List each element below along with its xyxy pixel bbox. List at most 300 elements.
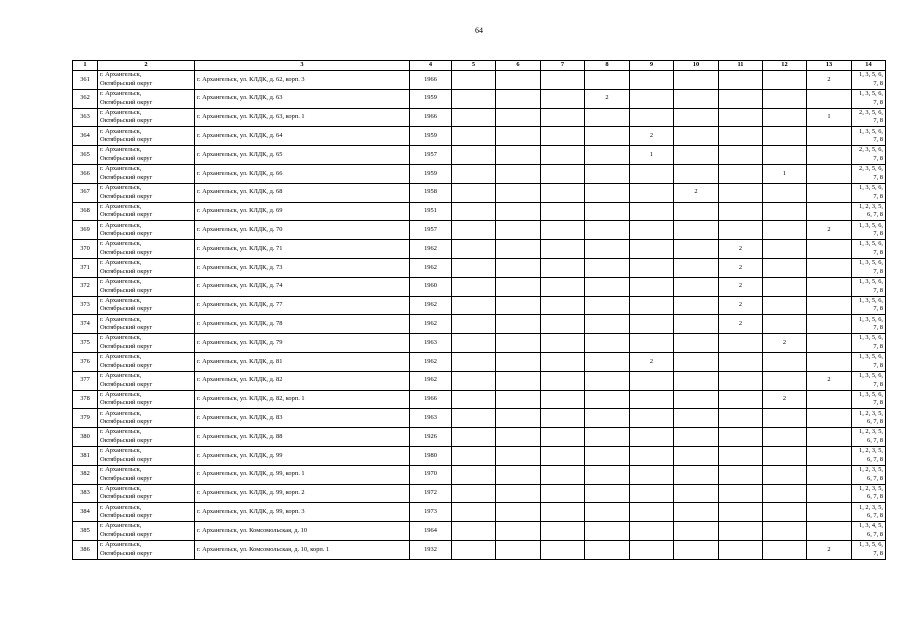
col-12-cell: 2 bbox=[763, 334, 807, 353]
col-6-cell bbox=[496, 390, 541, 409]
col-7-cell bbox=[541, 202, 585, 221]
district-line: г. Архангельск, bbox=[100, 184, 142, 192]
district-cell bbox=[98, 258, 195, 277]
col-9-cell bbox=[630, 465, 674, 484]
row-number: 378 bbox=[73, 390, 98, 409]
col-11-cell: 2 bbox=[719, 315, 763, 334]
col-5-cell bbox=[452, 202, 496, 221]
table-row bbox=[73, 409, 886, 428]
col-5-cell bbox=[452, 334, 496, 353]
row-number: 381 bbox=[73, 446, 98, 465]
col-11-cell: 2 bbox=[719, 277, 763, 296]
col-8-cell bbox=[585, 164, 630, 183]
district-line: Октябрьский округ bbox=[100, 117, 153, 125]
district-cell bbox=[98, 202, 195, 221]
col-13-cell bbox=[807, 409, 852, 428]
col-13-cell bbox=[807, 258, 852, 277]
district-line: Октябрьский округ bbox=[100, 455, 153, 463]
col-8-cell bbox=[585, 334, 630, 353]
table-row bbox=[73, 315, 886, 334]
col-6-cell bbox=[496, 352, 541, 371]
col-6-cell bbox=[496, 428, 541, 447]
col-9-cell bbox=[630, 277, 674, 296]
col-9-cell bbox=[630, 334, 674, 353]
col-5-cell bbox=[452, 277, 496, 296]
col-5-cell bbox=[452, 89, 496, 108]
col-12-cell bbox=[763, 240, 807, 259]
page-number: 64 bbox=[475, 26, 483, 35]
table-row bbox=[73, 89, 886, 108]
address-cell: г. Архангельск, ул. КЛДК, д. 64 bbox=[195, 127, 410, 146]
district-line: Октябрьский округ bbox=[100, 79, 153, 87]
col-5-cell bbox=[452, 465, 496, 484]
address-cell: г. Архангельск, ул. КЛДК, д. 78 bbox=[195, 315, 410, 334]
district-cell bbox=[98, 240, 195, 259]
year-cell: 1957 bbox=[410, 221, 452, 240]
col-6-cell bbox=[496, 409, 541, 428]
col-9-cell bbox=[630, 240, 674, 259]
year-cell: 1966 bbox=[410, 390, 452, 409]
district-line: Октябрьский округ bbox=[100, 493, 153, 501]
address-cell: г. Архангельск, ул. КЛДК, д. 65 bbox=[195, 146, 410, 165]
notes-cell: 1, 3, 5, 6, 7, 8 bbox=[852, 71, 886, 90]
col-9-cell bbox=[630, 164, 674, 183]
district-line: г. Архангельск, bbox=[100, 390, 142, 398]
column-header-14: 14 bbox=[852, 61, 886, 71]
year-cell: 1973 bbox=[410, 503, 452, 522]
year-cell: 1966 bbox=[410, 108, 452, 127]
row-number: 377 bbox=[73, 371, 98, 390]
year-cell: 1932 bbox=[410, 540, 452, 559]
col-11-cell bbox=[719, 390, 763, 409]
col-13-cell bbox=[807, 202, 852, 221]
notes-cell: 1, 3, 5, 6, 7, 8 bbox=[852, 540, 886, 559]
col-10-cell bbox=[674, 240, 719, 259]
notes-cell: 1, 3, 5, 6, 7, 8 bbox=[852, 315, 886, 334]
col-7-cell bbox=[541, 390, 585, 409]
col-9-cell bbox=[630, 108, 674, 127]
year-cell: 1959 bbox=[410, 127, 452, 146]
col-6-cell bbox=[496, 277, 541, 296]
column-header-8: 8 bbox=[585, 61, 630, 71]
col-5-cell bbox=[452, 352, 496, 371]
table-row bbox=[73, 465, 886, 484]
col-7-cell bbox=[541, 522, 585, 541]
district-line: г. Архангельск, bbox=[100, 447, 142, 455]
col-8-cell bbox=[585, 371, 630, 390]
col-9-cell bbox=[630, 202, 674, 221]
col-7-cell bbox=[541, 465, 585, 484]
col-12-cell bbox=[763, 465, 807, 484]
year-cell: 1963 bbox=[410, 409, 452, 428]
district-line: г. Архангельск, bbox=[100, 372, 142, 380]
col-6-cell bbox=[496, 202, 541, 221]
col-6-cell bbox=[496, 503, 541, 522]
col-5-cell bbox=[452, 127, 496, 146]
notes-cell: 1, 3, 5, 6, 7, 8 bbox=[852, 371, 886, 390]
address-cell: г. Архангельск, ул. КЛДК, д. 68 bbox=[195, 183, 410, 202]
col-8-cell bbox=[585, 127, 630, 146]
col-8-cell bbox=[585, 446, 630, 465]
district-line: Октябрьский округ bbox=[100, 211, 153, 219]
table-row bbox=[73, 296, 886, 315]
year-cell: 1962 bbox=[410, 352, 452, 371]
col-7-cell bbox=[541, 296, 585, 315]
table-row bbox=[73, 484, 886, 503]
col-7-cell bbox=[541, 503, 585, 522]
col-9-cell bbox=[630, 446, 674, 465]
col-13-cell bbox=[807, 164, 852, 183]
col-5-cell bbox=[452, 146, 496, 165]
row-number: 367 bbox=[73, 183, 98, 202]
col-10-cell bbox=[674, 522, 719, 541]
col-12-cell bbox=[763, 409, 807, 428]
col-7-cell bbox=[541, 540, 585, 559]
col-12-cell bbox=[763, 540, 807, 559]
row-number: 365 bbox=[73, 146, 98, 165]
col-11-cell bbox=[719, 540, 763, 559]
column-header-2: 2 bbox=[98, 61, 195, 71]
col-5-cell bbox=[452, 540, 496, 559]
col-8-cell bbox=[585, 522, 630, 541]
col-12-cell bbox=[763, 352, 807, 371]
col-8-cell bbox=[585, 484, 630, 503]
table-row bbox=[73, 258, 886, 277]
column-header-9: 9 bbox=[630, 61, 674, 71]
column-header-11: 11 bbox=[719, 61, 763, 71]
table-row bbox=[73, 352, 886, 371]
district-line: г. Архангельск, bbox=[100, 127, 142, 135]
district-line: г. Архангельск, bbox=[100, 334, 142, 342]
row-number: 362 bbox=[73, 89, 98, 108]
col-13-cell bbox=[807, 503, 852, 522]
district-line: г. Архангельск, bbox=[100, 259, 142, 267]
notes-cell: 1, 3, 5, 6, 7, 8 bbox=[852, 183, 886, 202]
row-number: 370 bbox=[73, 240, 98, 259]
year-cell: 1951 bbox=[410, 202, 452, 221]
col-8-cell bbox=[585, 71, 630, 90]
district-line: Октябрьский округ bbox=[100, 286, 153, 294]
col-5-cell bbox=[452, 522, 496, 541]
col-9-cell bbox=[630, 221, 674, 240]
col-6-cell bbox=[496, 315, 541, 334]
row-number: 369 bbox=[73, 221, 98, 240]
col-13-cell bbox=[807, 428, 852, 447]
col-12-cell bbox=[763, 202, 807, 221]
col-12-cell: 2 bbox=[763, 390, 807, 409]
col-5-cell bbox=[452, 240, 496, 259]
notes-cell: 2, 3, 5, 6, 7, 8 bbox=[852, 146, 886, 165]
district-line: г. Архангельск, bbox=[100, 522, 142, 530]
table-row bbox=[73, 540, 886, 559]
notes-cell: 1, 3, 5, 6, 7, 8 bbox=[852, 334, 886, 353]
col-6-cell bbox=[496, 183, 541, 202]
col-8-cell bbox=[585, 258, 630, 277]
address-cell: г. Архангельск, ул. Комсомольская, д. 10 bbox=[195, 522, 410, 541]
table-row bbox=[73, 371, 886, 390]
col-12-cell bbox=[763, 296, 807, 315]
col-10-cell bbox=[674, 71, 719, 90]
col-11-cell bbox=[719, 183, 763, 202]
col-7-cell bbox=[541, 71, 585, 90]
address-cell: г. Архангельск, ул. КЛДК, д. 62, корп. 3 bbox=[195, 71, 410, 90]
table-row bbox=[73, 390, 886, 409]
address-cell: г. Архангельск, ул. КЛДК, д. 63, корп. 1 bbox=[195, 108, 410, 127]
col-9-cell bbox=[630, 522, 674, 541]
col-6-cell bbox=[496, 446, 541, 465]
district-line: Октябрьский округ bbox=[100, 437, 153, 445]
notes-cell: 1, 2, 3, 5, 6, 7, 8 bbox=[852, 484, 886, 503]
col-5-cell bbox=[452, 428, 496, 447]
col-13-cell bbox=[807, 465, 852, 484]
col-10-cell bbox=[674, 371, 719, 390]
col-13-cell bbox=[807, 146, 852, 165]
col-5-cell bbox=[452, 484, 496, 503]
col-10-cell bbox=[674, 484, 719, 503]
col-12-cell bbox=[763, 258, 807, 277]
district-cell bbox=[98, 108, 195, 127]
col-6-cell bbox=[496, 371, 541, 390]
col-7-cell bbox=[541, 334, 585, 353]
col-6-cell bbox=[496, 89, 541, 108]
district-line: Октябрьский округ bbox=[100, 173, 153, 181]
district-line: Октябрьский округ bbox=[100, 230, 153, 238]
col-8-cell bbox=[585, 409, 630, 428]
table-row bbox=[73, 202, 886, 221]
col-12-cell bbox=[763, 71, 807, 90]
table-row bbox=[73, 164, 886, 183]
col-12-cell: 1 bbox=[763, 164, 807, 183]
col-13-cell bbox=[807, 296, 852, 315]
col-6-cell bbox=[496, 540, 541, 559]
column-header-6: 6 bbox=[496, 61, 541, 71]
col-9-cell: 2 bbox=[630, 127, 674, 146]
notes-cell: 1, 2, 3, 5, 6, 7, 8 bbox=[852, 465, 886, 484]
year-cell: 1966 bbox=[410, 71, 452, 90]
col-10-cell bbox=[674, 127, 719, 146]
col-5-cell bbox=[452, 503, 496, 522]
address-cell: г. Архангельск, ул. КЛДК, д. 63 bbox=[195, 89, 410, 108]
address-cell: г. Архангельск, ул. КЛДК, д. 70 bbox=[195, 221, 410, 240]
col-8-cell: 2 bbox=[585, 89, 630, 108]
col-8-cell bbox=[585, 390, 630, 409]
notes-cell: 2, 3, 5, 6, 7, 8 bbox=[852, 108, 886, 127]
col-7-cell bbox=[541, 108, 585, 127]
column-header-3: 3 bbox=[195, 61, 410, 71]
col-5-cell bbox=[452, 446, 496, 465]
col-12-cell bbox=[763, 277, 807, 296]
col-13-cell bbox=[807, 522, 852, 541]
notes-cell: 1, 3, 5, 6, 7, 8 bbox=[852, 352, 886, 371]
year-cell: 1962 bbox=[410, 258, 452, 277]
col-7-cell bbox=[541, 428, 585, 447]
year-cell: 1958 bbox=[410, 183, 452, 202]
district-cell bbox=[98, 146, 195, 165]
district-line: г. Архангельск, bbox=[100, 221, 142, 229]
col-8-cell bbox=[585, 315, 630, 334]
address-cell: г. Архангельск, ул. КЛДК, д. 99 bbox=[195, 446, 410, 465]
district-cell bbox=[98, 465, 195, 484]
table-row bbox=[73, 503, 886, 522]
col-10-cell bbox=[674, 164, 719, 183]
col-9-cell bbox=[630, 484, 674, 503]
table-row bbox=[73, 71, 886, 90]
col-13-cell bbox=[807, 390, 852, 409]
col-8-cell bbox=[585, 108, 630, 127]
col-13-cell bbox=[807, 446, 852, 465]
table-header bbox=[73, 61, 886, 71]
col-10-cell bbox=[674, 409, 719, 428]
year-cell: 1963 bbox=[410, 334, 452, 353]
district-line: Октябрьский округ bbox=[100, 98, 153, 106]
row-number: 374 bbox=[73, 315, 98, 334]
district-line: Октябрьский округ bbox=[100, 399, 153, 407]
col-12-cell bbox=[763, 183, 807, 202]
district-cell bbox=[98, 503, 195, 522]
district-cell bbox=[98, 390, 195, 409]
col-11-cell bbox=[719, 409, 763, 428]
notes-cell: 1, 2, 3, 5, 6, 7, 8 bbox=[852, 428, 886, 447]
district-line: г. Архангельск, bbox=[100, 90, 142, 98]
col-13-cell: 1 bbox=[807, 108, 852, 127]
table-row bbox=[73, 183, 886, 202]
col-7-cell bbox=[541, 89, 585, 108]
col-9-cell bbox=[630, 540, 674, 559]
col-12-cell bbox=[763, 315, 807, 334]
col-13-cell: 2 bbox=[807, 221, 852, 240]
address-cell: г. Архангельск, ул. Комсомольская, д. 10, корп. 1 bbox=[195, 540, 410, 559]
col-11-cell bbox=[719, 71, 763, 90]
district-cell bbox=[98, 164, 195, 183]
address-cell: г. Архангельск, ул. КЛДК, д. 74 bbox=[195, 277, 410, 296]
notes-cell: 1, 3, 5, 6, 7, 8 bbox=[852, 277, 886, 296]
col-9-cell bbox=[630, 296, 674, 315]
col-13-cell: 2 bbox=[807, 540, 852, 559]
notes-cell: 1, 3, 5, 6, 7, 8 bbox=[852, 89, 886, 108]
col-7-cell bbox=[541, 352, 585, 371]
col-11-cell bbox=[719, 503, 763, 522]
col-7-cell bbox=[541, 446, 585, 465]
col-11-cell bbox=[719, 221, 763, 240]
col-10-cell bbox=[674, 146, 719, 165]
col-9-cell: 1 bbox=[630, 146, 674, 165]
col-7-cell bbox=[541, 127, 585, 146]
year-cell: 1962 bbox=[410, 296, 452, 315]
col-9-cell bbox=[630, 71, 674, 90]
year-cell: 1964 bbox=[410, 522, 452, 541]
district-line: г. Архангельск, bbox=[100, 202, 142, 210]
district-line: г. Архангельск, bbox=[100, 466, 142, 474]
col-8-cell bbox=[585, 296, 630, 315]
district-line: г. Архангельск, bbox=[100, 409, 142, 417]
table-row bbox=[73, 428, 886, 447]
col-11-cell bbox=[719, 89, 763, 108]
address-cell: г. Архангельск, ул. КЛДК, д. 99, корп. 2 bbox=[195, 484, 410, 503]
district-cell bbox=[98, 277, 195, 296]
col-10-cell bbox=[674, 334, 719, 353]
district-cell bbox=[98, 296, 195, 315]
district-line: г. Архангельск, bbox=[100, 71, 142, 79]
address-cell: г. Архангельск, ул. КЛДК, д. 83 bbox=[195, 409, 410, 428]
row-number: 364 bbox=[73, 127, 98, 146]
col-10-cell bbox=[674, 89, 719, 108]
row-number: 368 bbox=[73, 202, 98, 221]
district-line: Октябрьский округ bbox=[100, 512, 153, 520]
table-row bbox=[73, 277, 886, 296]
col-8-cell bbox=[585, 221, 630, 240]
col-10-cell bbox=[674, 108, 719, 127]
col-12-cell bbox=[763, 484, 807, 503]
year-cell: 1959 bbox=[410, 89, 452, 108]
col-8-cell bbox=[585, 465, 630, 484]
col-7-cell bbox=[541, 164, 585, 183]
row-number: 379 bbox=[73, 409, 98, 428]
col-5-cell bbox=[452, 221, 496, 240]
address-cell: г. Архангельск, ул. КЛДК, д. 88 bbox=[195, 428, 410, 447]
district-cell bbox=[98, 484, 195, 503]
col-10-cell bbox=[674, 503, 719, 522]
col-11-cell bbox=[719, 446, 763, 465]
notes-cell: 1, 2, 3, 5, 6, 7, 8 bbox=[852, 446, 886, 465]
column-header-7: 7 bbox=[541, 61, 585, 71]
col-9-cell bbox=[630, 315, 674, 334]
col-10-cell bbox=[674, 202, 719, 221]
col-13-cell bbox=[807, 240, 852, 259]
col-12-cell bbox=[763, 522, 807, 541]
year-cell: 1980 bbox=[410, 446, 452, 465]
district-line: Октябрьский округ bbox=[100, 324, 153, 332]
col-8-cell bbox=[585, 503, 630, 522]
col-12-cell bbox=[763, 446, 807, 465]
col-13-cell bbox=[807, 277, 852, 296]
district-line: Октябрьский округ bbox=[100, 249, 153, 257]
col-12-cell bbox=[763, 146, 807, 165]
row-number: 372 bbox=[73, 277, 98, 296]
district-line: г. Архангельск, bbox=[100, 428, 142, 436]
address-cell: г. Архангельск, ул. КЛДК, д. 82, корп. 1 bbox=[195, 390, 410, 409]
col-11-cell: 2 bbox=[719, 296, 763, 315]
col-10-cell bbox=[674, 352, 719, 371]
col-12-cell bbox=[763, 221, 807, 240]
district-cell bbox=[98, 89, 195, 108]
district-line: Октябрьский округ bbox=[100, 136, 153, 144]
col-11-cell bbox=[719, 127, 763, 146]
col-13-cell bbox=[807, 183, 852, 202]
row-number: 363 bbox=[73, 108, 98, 127]
col-6-cell bbox=[496, 258, 541, 277]
col-9-cell bbox=[630, 428, 674, 447]
table-row bbox=[73, 108, 886, 127]
col-10-cell bbox=[674, 277, 719, 296]
year-cell: 1926 bbox=[410, 428, 452, 447]
district-cell bbox=[98, 71, 195, 90]
col-9-cell bbox=[630, 409, 674, 428]
col-9-cell bbox=[630, 390, 674, 409]
row-number: 383 bbox=[73, 484, 98, 503]
col-12-cell bbox=[763, 127, 807, 146]
col-7-cell bbox=[541, 221, 585, 240]
col-11-cell bbox=[719, 352, 763, 371]
notes-cell: 1, 2, 3, 5, 6, 7, 8 bbox=[852, 503, 886, 522]
col-10-cell: 2 bbox=[674, 183, 719, 202]
year-cell: 1959 bbox=[410, 164, 452, 183]
col-13-cell bbox=[807, 89, 852, 108]
row-number: 371 bbox=[73, 258, 98, 277]
district-cell bbox=[98, 371, 195, 390]
table-row bbox=[73, 221, 886, 240]
col-5-cell bbox=[452, 164, 496, 183]
column-header-1: 1 bbox=[73, 61, 98, 71]
